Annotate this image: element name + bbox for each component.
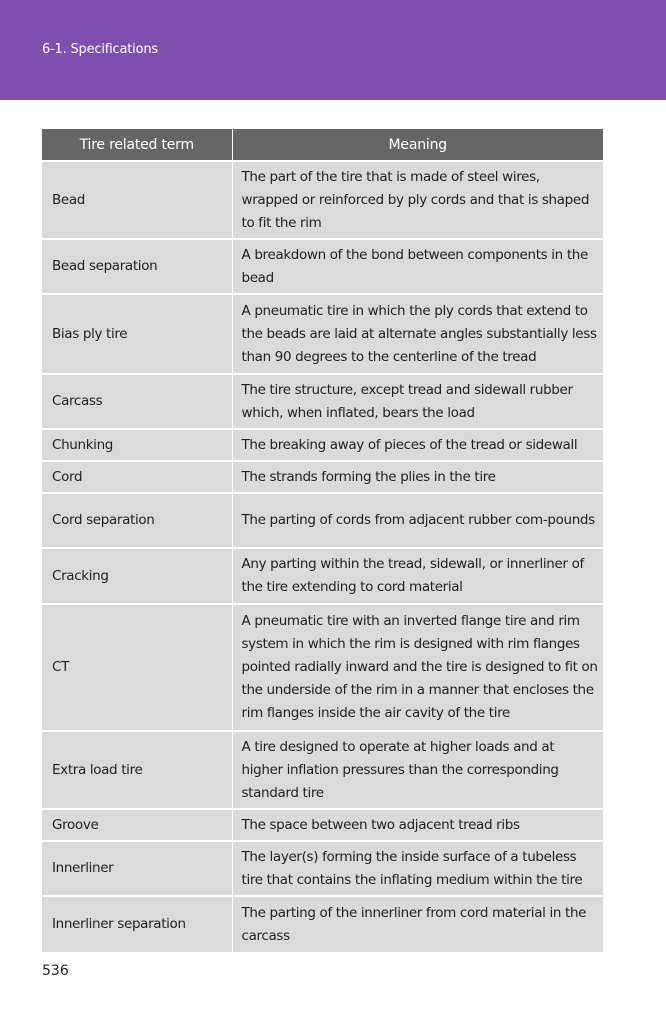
term-cell: Innerliner [42, 841, 232, 896]
table-row [42, 809, 603, 841]
term-cell: Cord [42, 461, 232, 493]
meaning-cell: A tire designed to operate at higher loads and at higher inflation pressures than the corresponding standard tire [232, 731, 603, 809]
term-cell: Bias ply tire [42, 294, 232, 374]
term-cell: Extra load tire [42, 731, 232, 809]
meaning-cell: The parting of the innerliner from cord material in the carcass [232, 896, 603, 952]
table-row [42, 239, 603, 294]
meaning-cell: The parting of cords from adjacent rubber com-pounds [232, 493, 603, 548]
table-row [42, 548, 603, 604]
term-cell: Groove [42, 809, 232, 841]
meaning-cell: A pneumatic tire in which the ply cords that extend to the beads are laid at alternate angles substantially less than 90 degrees to the centerline of the tread [232, 294, 603, 374]
table-row [42, 461, 603, 493]
term-cell: Cracking [42, 548, 232, 604]
meaning-cell: A breakdown of the bond between components in the bead [232, 239, 603, 294]
meaning-cell: The strands forming the plies in the tire [232, 461, 603, 493]
term-cell: Innerliner separation [42, 896, 232, 952]
table-row [42, 841, 603, 896]
meaning-cell: Any parting within the tread, sidewall, or innerliner of the tire extending to cord material [232, 548, 603, 604]
meaning-cell: The layer(s) forming the inside surface of a tubeless tire that contains the inflating medium within the tire [232, 841, 603, 896]
table-row [42, 896, 603, 952]
meaning-cell: The breaking away of pieces of the tread or sidewall [232, 429, 603, 461]
term-cell: Chunking [42, 429, 232, 461]
column-header-term: Tire related term [42, 129, 232, 161]
section-title: 6-1. Specifications [42, 42, 158, 57]
meaning-cell: The part of the tire that is made of steel wires, wrapped or reinforced by ply cords and that is shaped to fit the rim [232, 161, 603, 239]
term-cell: Cord separation [42, 493, 232, 548]
table-row [42, 604, 603, 731]
meaning-cell: The tire structure, except tread and sidewall rubber which, when inflated, bears the load [232, 374, 603, 429]
table-row [42, 161, 603, 239]
term-cell: Carcass [42, 374, 232, 429]
table-row [42, 429, 603, 461]
table-row [42, 731, 603, 809]
table-row [42, 374, 603, 429]
page-number: 536 [42, 963, 69, 979]
table-row [42, 493, 603, 548]
term-cell: CT [42, 604, 232, 731]
table-header-row [42, 129, 603, 161]
term-cell: Bead separation [42, 239, 232, 294]
column-header-meaning: Meaning [232, 129, 603, 161]
table-row [42, 294, 603, 374]
meaning-cell: The space between two adjacent tread ribs [232, 809, 603, 841]
term-cell: Bead [42, 161, 232, 239]
section-header-band [0, 0, 666, 100]
meaning-cell: A pneumatic tire with an inverted flange tire and rim system in which the rim is designed with rim flanges pointed radially inward and the tire is designed to fit on the underside of the rim in a manner that encloses the rim flanges inside the air cavity of the tire [232, 604, 603, 731]
tire-terms-table [42, 129, 603, 952]
